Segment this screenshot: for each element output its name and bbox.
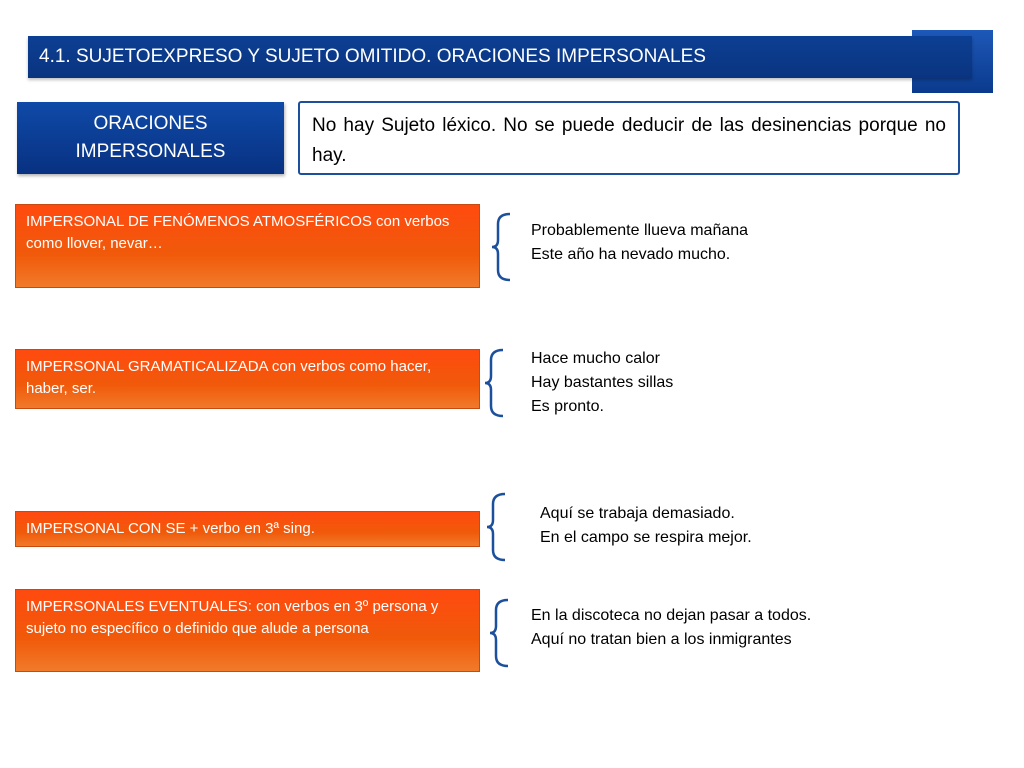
example-item: Hace mucho calor — [531, 350, 660, 367]
example-item: Aquí no tratan bien a los inmigrantes — [531, 631, 792, 648]
type-box-atmospheric: IMPERSONAL DE FENÓMENOS ATMOSFÉRICOS con verbos como llover, nevar… — [15, 204, 480, 288]
section-label-line1: ORACIONES — [93, 113, 208, 134]
brace-icon — [483, 348, 505, 418]
examples-eventual — [531, 604, 811, 652]
section-label-line2: IMPERSONALES — [75, 141, 226, 162]
section-label — [17, 102, 284, 174]
example-item: Aquí se trabaja demasiado. — [540, 505, 735, 522]
examples-grammaticalized — [531, 347, 673, 419]
example-item: En la discoteca no dejan pasar a todos. — [531, 607, 812, 624]
brace-icon — [488, 598, 510, 668]
type-box-se: IMPERSONAL CON SE + verbo en 3ª sing. — [15, 511, 480, 547]
example-item: Hay bastantes sillas — [531, 374, 674, 391]
example-item: Es pronto. — [531, 398, 604, 415]
definition-box: No hay Sujeto léxico. No se puede deducir de las desinencias porque no hay. — [298, 101, 960, 175]
type-box-eventual: IMPERSONALES EVENTUALES: con verbos en 3º persona y sujeto no específico o definido que alude a persona — [15, 589, 480, 672]
examples-se — [540, 502, 752, 550]
example-item: Probablemente llueva mañana — [531, 222, 749, 239]
examples-atmospheric — [531, 219, 748, 267]
example-item: Este año ha nevado mucho. — [531, 246, 731, 263]
type-box-grammaticalized: IMPERSONAL GRAMATICALIZADA con verbos como hacer, haber, ser. — [15, 349, 480, 409]
brace-icon — [485, 492, 507, 562]
example-item: En el campo se respira mejor. — [540, 529, 752, 546]
brace-icon — [490, 212, 512, 282]
slide-title: 4.1. SUJETOEXPRESO Y SUJETO OMITIDO. ORACIONES IMPERSONALES — [28, 36, 972, 78]
